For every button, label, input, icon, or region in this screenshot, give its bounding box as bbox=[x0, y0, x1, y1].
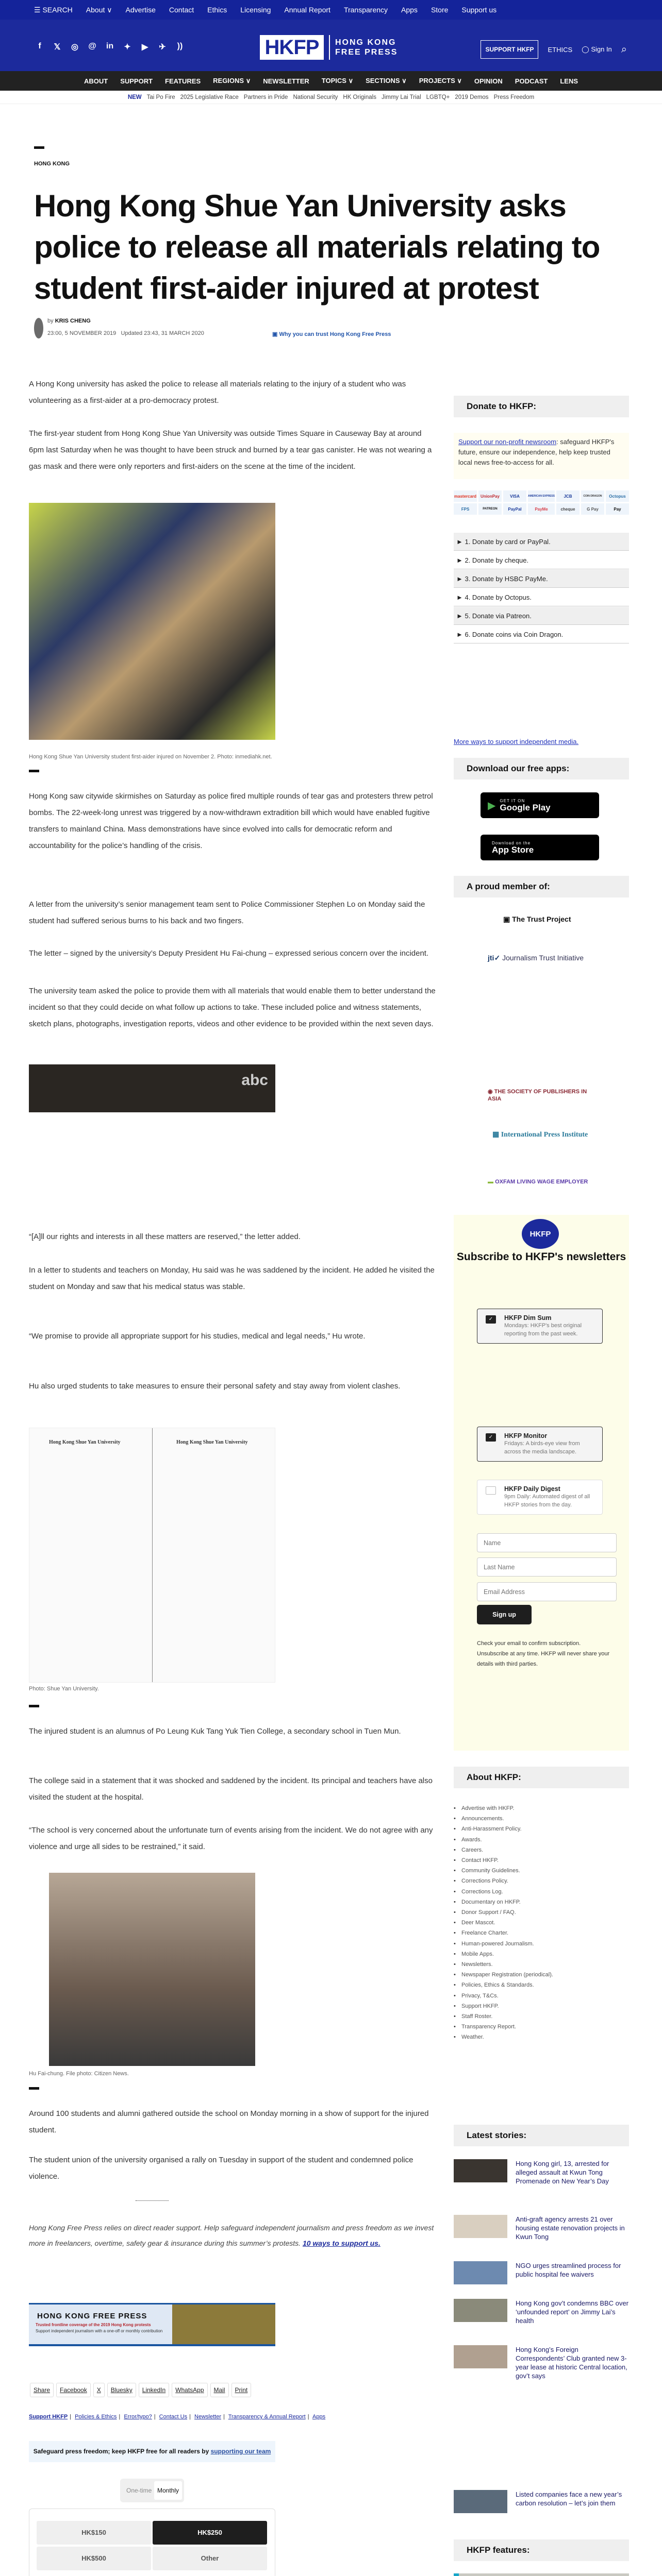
about-link[interactable]: • Corrections Log. bbox=[454, 1887, 629, 1897]
octopus-icon: Octopus bbox=[606, 490, 629, 502]
about-link[interactable]: • Freelance Charter. bbox=[454, 1928, 629, 1938]
trust-link-label: Why you can trust Hong Kong Free Press bbox=[279, 331, 391, 337]
share-button[interactable]: Share bbox=[30, 2383, 54, 2397]
article-paragraph: “[A]ll our rights and interests in all these matters are reserved,” the letter added. bbox=[29, 1232, 301, 1241]
trending-item[interactable]: Press Freedom bbox=[493, 94, 535, 100]
newsletter-option-daily-digest[interactable] bbox=[477, 1480, 603, 1515]
threads-icon[interactable]: @ bbox=[88, 42, 96, 50]
apple-pay-icon: Pay bbox=[606, 503, 629, 515]
trending-item[interactable]: Tai Po Fire bbox=[146, 94, 175, 100]
about-link[interactable]: • Support HKFP. bbox=[454, 2001, 629, 2011]
donate-option[interactable]: ► 1. Donate by card or PayPal. bbox=[454, 533, 629, 551]
banner-line-1: Trusted frontline coverage of the 2019 Hong Kong protests bbox=[36, 2323, 151, 2327]
trending-item[interactable]: 2019 Demos bbox=[455, 94, 489, 100]
banner-title: HONG KONG FREE PRESS bbox=[37, 2312, 147, 2320]
share-facebook[interactable]: Facebook bbox=[56, 2383, 91, 2397]
nav-regions[interactable]: REGIONS ∨ bbox=[213, 77, 251, 84]
footer-error-link[interactable]: Error/typo? bbox=[124, 2414, 152, 2420]
support-link[interactable]: 10 ways to support us. bbox=[302, 2239, 380, 2247]
banner-photo bbox=[172, 2304, 275, 2344]
telegram-icon[interactable]: ✈ bbox=[159, 43, 166, 52]
section-dash bbox=[29, 1705, 39, 1707]
unionpay-icon: UnionPay bbox=[478, 490, 502, 502]
story-title[interactable]: Listed companies face a new year’s carbon resolution – let’s join them bbox=[516, 2490, 622, 2507]
linkedin-icon[interactable]: in bbox=[106, 42, 114, 50]
article-category[interactable]: HONG KONG bbox=[34, 161, 70, 167]
safeguard-banner bbox=[29, 2441, 275, 2462]
nav-podcast[interactable]: PODCAST bbox=[515, 77, 548, 85]
article-title: Hong Kong Shue Yan University asks police to release all materials relating to student first-aider injured at protest bbox=[34, 189, 600, 306]
author-avatar bbox=[34, 318, 43, 338]
donate-note-text: : safeguard HKFP's future, ensure our independence, help keep trusted local news free-to-access for all. bbox=[458, 438, 615, 466]
story-title[interactable]: Hong Kong girl, 13, arrested for alleged assault at Kwun Tong Promenade on New Year’s Day bbox=[516, 2160, 609, 2185]
nav-lens[interactable]: LENS bbox=[560, 77, 578, 85]
about-link[interactable]: • Careers. bbox=[454, 1845, 629, 1855]
rss-icon[interactable]: )) bbox=[177, 42, 183, 50]
section-dash bbox=[34, 146, 44, 149]
amount-option-selected[interactable]: HK$250 bbox=[153, 2521, 267, 2545]
main-nav bbox=[0, 71, 662, 91]
nav-topics[interactable]: TOPICS ∨ bbox=[321, 77, 354, 84]
jcb-icon: JCB bbox=[556, 490, 580, 502]
story-thumbnail bbox=[454, 2345, 507, 2368]
cheque-icon: cheque bbox=[556, 503, 580, 515]
trust-link[interactable] bbox=[272, 331, 391, 337]
section-dash bbox=[29, 2087, 39, 2090]
org-label: The Trust Project bbox=[512, 915, 571, 923]
by-label: by bbox=[47, 318, 54, 324]
article-paragraph: A Hong Kong university has asked the police to release all materials relating to the injury of a student who was volunteering as a first-aider at a pro-democracy protest. bbox=[29, 380, 406, 405]
about-link[interactable]: • Mobile Apps. bbox=[454, 1949, 629, 1959]
logo-mark: HKFP bbox=[260, 35, 324, 60]
nav-features[interactable]: FEATURES bbox=[165, 77, 201, 85]
article-paragraph: The university team asked the police to provide them with all materials that would enable them to better understand the incident so that they could decide on what follow up actions to take. These included police and witness statements, sketch plans, photographs, investigation reports, videos and other evidence to be provided within the next seven days. bbox=[29, 987, 436, 1028]
newsletter-note: Check your email to confirm subscription. Unsubscribe at any time. HKFP will never share your details with third parties. bbox=[477, 1640, 610, 1667]
org-label: Journalism Trust Initiative bbox=[502, 954, 584, 962]
article-photo-hu-fai-chung bbox=[49, 1873, 255, 2066]
about-link[interactable]: • Announcements. bbox=[454, 1814, 629, 1824]
org-label: International Press Institute bbox=[501, 1131, 588, 1139]
logo-line-1: HONG KONG bbox=[335, 38, 396, 47]
search-icon[interactable]: ⌕ bbox=[621, 43, 627, 55]
article-paragraph: In a letter to students and teachers on Monday, Hu said was he was saddened by the incident. He added he visited the student on Monday and saw that his medical status was stable. bbox=[29, 1266, 435, 1291]
footer-newsletter-link[interactable]: Newsletter bbox=[194, 2414, 221, 2420]
share-linkedin[interactable]: LinkedIn bbox=[139, 2383, 169, 2397]
footer-support-link[interactable]: Support HKFP bbox=[29, 2414, 68, 2420]
org-ipi bbox=[492, 1131, 595, 1139]
toggle-monthly[interactable]: Monthly bbox=[154, 2481, 182, 2500]
topbar-contact[interactable]: Contact bbox=[169, 6, 194, 14]
about-link[interactable]: • Transparency Report. bbox=[454, 2022, 629, 2032]
article-paragraph: The student union of the university organised a rally on Tuesday in support of the student and condemned police violence. bbox=[29, 2156, 413, 2181]
about-link[interactable]: • Staff Roster. bbox=[454, 2011, 629, 2022]
footer-contact-link[interactable]: Contact Us bbox=[159, 2414, 188, 2420]
section-dash bbox=[29, 770, 39, 772]
newsletter-name: HKFP Dim Sum bbox=[504, 1314, 552, 1321]
latest-heading: Latest stories: bbox=[454, 2125, 629, 2146]
coin-dragon-icon: COIN DRAGON bbox=[581, 490, 604, 502]
apps-heading: Download our free apps: bbox=[454, 758, 629, 779]
video-embed[interactable] bbox=[29, 1064, 275, 1112]
social-links bbox=[34, 42, 186, 52]
checkbox-checked[interactable]: ✓ bbox=[486, 1315, 496, 1324]
newsletter-title: Subscribe to HKFP's newsletters bbox=[456, 1251, 626, 1263]
toggle-one-time[interactable]: One-time bbox=[126, 2487, 152, 2494]
story-thumbnail bbox=[454, 2159, 507, 2182]
safeguard-link[interactable]: supporting our team bbox=[210, 2448, 271, 2455]
org-jti bbox=[488, 954, 601, 961]
trending-item[interactable]: LGBTQ+ bbox=[426, 94, 450, 100]
banner-line-2: Support independent journalism with a one-off or monthly contribution bbox=[36, 2329, 163, 2333]
amount-option[interactable]: HK$500 bbox=[37, 2547, 151, 2570]
letter-header-right: Hong Kong Shue Yan University bbox=[176, 1439, 248, 1445]
nav-sections[interactable]: SECTIONS ∨ bbox=[366, 77, 407, 84]
support-banner[interactable] bbox=[29, 2303, 275, 2346]
support-hkfp-button[interactable]: SUPPORT HKFP bbox=[481, 40, 538, 59]
safeguard-text: Safeguard press freedom; keep HKFP free for all readers by bbox=[33, 2448, 209, 2455]
topbar-store[interactable]: Store bbox=[431, 6, 449, 14]
amount-option[interactable]: HK$150 bbox=[37, 2521, 151, 2545]
story-thumbnail bbox=[454, 2215, 507, 2238]
byline-meta bbox=[47, 318, 204, 336]
photo-caption: Photo: Shue Yan University. bbox=[29, 1686, 99, 1692]
share-x[interactable]: X bbox=[93, 2383, 105, 2397]
org-label: THE SOCIETY OF PUBLISHERS IN ASIA bbox=[488, 1089, 587, 1102]
instagram-icon[interactable]: ◎ bbox=[71, 43, 78, 52]
about-link[interactable]: • Human-powered Journalism. bbox=[454, 1939, 629, 1949]
byline bbox=[34, 318, 204, 338]
org-trust-project bbox=[503, 916, 586, 923]
ipi-icon: ▦ bbox=[492, 1131, 501, 1139]
trending-new-label: NEW bbox=[127, 94, 142, 100]
article-paragraph: A letter from the university’s senior management team sent to Police Commissioner Stephen Lo on Monday said the student had suffered serious burns to his back and two fingers. bbox=[29, 900, 425, 925]
story-title[interactable]: NGO urges streamlined process for public hospital fee waivers bbox=[516, 2262, 621, 2278]
article-footer-links: Support HKFP | Policies & Ethics | Error/typo? | Contact Us | Newsletter | Transparency & Annual Report | Apps bbox=[29, 2414, 326, 2420]
article-paragraph: Around 100 students and alumni gathered outside the school on Monday morning in a show of support for the injured student. bbox=[29, 2109, 429, 2134]
org-label: OXFAM LIVING WAGE EMPLOYER bbox=[495, 1179, 588, 1185]
sopa-seal-icon: ◉ bbox=[488, 1089, 494, 1095]
amex-icon: AMERICAN EXPRESS bbox=[528, 490, 555, 502]
about-link[interactable]: • Privacy, T&Cs. bbox=[454, 1991, 629, 2001]
org-oxfam bbox=[488, 1178, 601, 1185]
donate-option[interactable]: ► 6. Donate coins via Coin Dragon. bbox=[454, 625, 629, 643]
trending-item[interactable]: Jimmy Lai Trial bbox=[381, 94, 421, 100]
article-paragraph: Hu also urged students to take measures to ensure their personal safety and stay away from violent clashes. bbox=[29, 1382, 401, 1391]
ethics-link[interactable]: ETHICS bbox=[548, 45, 573, 54]
sign-in-label: Sign In bbox=[591, 45, 612, 53]
about-link[interactable]: • Corrections Policy. bbox=[454, 1876, 629, 1886]
amount-option-other[interactable]: Other bbox=[153, 2547, 267, 2570]
nav-projects[interactable]: PROJECTS ∨ bbox=[419, 77, 462, 84]
topbar-licensing[interactable]: Licensing bbox=[240, 6, 271, 14]
photo-caption: Hong Kong Shue Yan University student first-aider injured on November 2. Photo: inmediahk.net. bbox=[29, 754, 272, 760]
article-paragraph: The letter – signed by the university’s Deputy President Hu Fai-chung – expressed serious concern over the incident. bbox=[29, 949, 429, 958]
user-icon: ◯ bbox=[582, 45, 591, 53]
about-link[interactable]: • Advertise with HKFP. bbox=[454, 1803, 629, 1814]
app-store-line-1: Download on the bbox=[492, 840, 531, 845]
donate-support-link[interactable]: Support our non-profit newsroom bbox=[458, 438, 557, 446]
app-store-badge[interactable] bbox=[481, 835, 599, 860]
footer-transparency-link[interactable]: Transparency & Annual Report bbox=[228, 2414, 306, 2420]
letter-divider bbox=[152, 1428, 153, 1682]
donate-option[interactable]: ► 3. Donate by HSBC PayMe. bbox=[454, 570, 629, 588]
article-paragraph: The college said in a statement that it was shocked and saddened by the incident. Its principal and teachers have also visited the student at the hospital. bbox=[29, 1776, 433, 1802]
publish-date: 23:00, 5 NOVEMBER 2019 bbox=[47, 330, 117, 336]
about-link[interactable]: • Awards. bbox=[454, 1835, 629, 1845]
donate-note bbox=[454, 433, 629, 479]
topbar-apps[interactable]: Apps bbox=[401, 6, 418, 14]
topbar-about[interactable]: About ∨ bbox=[86, 5, 112, 14]
topbar-ethics[interactable]: Ethics bbox=[207, 6, 227, 14]
member-heading: A proud member of: bbox=[454, 876, 629, 897]
share-whatsapp[interactable]: WhatsApp bbox=[172, 2383, 207, 2397]
nav-about[interactable]: ABOUT bbox=[84, 77, 108, 85]
newsletter-name: HKFP Daily Digest bbox=[504, 1485, 560, 1493]
article-paragraph: The first-year student from Hong Kong Shue Yan University was outside Times Square in Causeway Bay at around 6pm last Saturday when he was thought to have been struck and burned by a tear gas canister. He was not wearing a gas mask and there were only reporters and first-aiders on the scene at the time of the incident. bbox=[29, 429, 432, 471]
google-play-badge[interactable] bbox=[481, 792, 599, 818]
nav-support[interactable]: SUPPORT bbox=[120, 77, 153, 85]
share-mail[interactable]: Mail bbox=[210, 2383, 229, 2397]
support-message bbox=[29, 2220, 436, 2251]
newsletter-name: HKFP Monitor bbox=[504, 1432, 548, 1439]
author-name[interactable]: KRIS CHENG bbox=[55, 318, 91, 324]
updated-date: Updated 23:43, 31 MARCH 2020 bbox=[121, 330, 204, 336]
donate-option[interactable]: ► 2. Donate by cheque. bbox=[454, 551, 629, 569]
about-link[interactable]: • Documentary on HKFP. bbox=[454, 1897, 629, 1907]
logo-text bbox=[335, 38, 398, 57]
nav-newsletter[interactable]: NEWSLETTER bbox=[263, 77, 309, 85]
donate-heading: Donate to HKFP: bbox=[454, 396, 629, 417]
donation-frequency-toggle bbox=[120, 2479, 184, 2502]
letter-image bbox=[29, 1428, 275, 1683]
trending-item[interactable]: National Security bbox=[293, 94, 338, 100]
footer-policies-link[interactable]: Policies & Ethics bbox=[75, 2414, 117, 2420]
about-link[interactable]: • Anti-Harassment Policy. bbox=[454, 1824, 629, 1834]
sign-up-button[interactable]: Sign up bbox=[477, 1605, 532, 1624]
newsletter-option-dim-sum[interactable] bbox=[477, 1309, 603, 1344]
topbar-annual-report[interactable]: Annual Report bbox=[284, 6, 330, 14]
article-paragraph: “The school is very concerned about the unfortunate turn of events arising from the incident. We do not agree with any violence and urge all sides to be restrained,” it said. bbox=[29, 1826, 433, 1851]
site-header bbox=[0, 20, 662, 71]
search-menu-button[interactable]: ☰ SEARCH bbox=[34, 5, 73, 14]
more-ways-link[interactable]: More ways to support independent media. bbox=[454, 738, 579, 745]
support-text: Hong Kong Free Press relies on direct reader support. Help safeguard independent journalism and press freedom as we invest more in freelancers, overtime, safety gear & insurance during this summer’s protests. bbox=[29, 2224, 434, 2247]
trust-project-icon: ▣ bbox=[272, 331, 279, 337]
about-link[interactable]: • Policies, Ethics & Standards. bbox=[454, 1980, 629, 1990]
google-pay-icon: G Pay bbox=[581, 503, 604, 515]
jti-icon: jti✓ bbox=[488, 954, 503, 962]
story-thumbnail bbox=[454, 2299, 507, 2322]
newsletter-desc: Fridays: A birds-eye view from across the media landscape. bbox=[504, 1440, 580, 1455]
about-link[interactable]: • Newsletters. bbox=[454, 1959, 629, 1970]
email-input[interactable] bbox=[477, 1582, 617, 1601]
google-play-line-2: Google Play bbox=[500, 802, 551, 812]
patreon-icon: PATREON bbox=[478, 503, 502, 515]
about-link[interactable]: • Contact HKFP. bbox=[454, 1855, 629, 1866]
about-link[interactable]: • Newspaper Registration (periodical). bbox=[454, 1970, 629, 1980]
story-title[interactable]: Anti-graft agency arrests 21 over housing estate renovation projects in Kwun Tong bbox=[516, 2215, 625, 2241]
trending-bar bbox=[0, 91, 662, 104]
header-actions bbox=[481, 40, 627, 59]
newsletter-logo: HKFP bbox=[522, 1219, 559, 1249]
youtube-icon[interactable]: ▶ bbox=[141, 43, 148, 52]
share-print[interactable]: Print bbox=[231, 2383, 252, 2397]
trust-project-icon: ▣ bbox=[503, 915, 512, 923]
article-paragraph: “We promise to provide all appropriate support for his studies, medical and legal needs,” Hu wrote. bbox=[29, 1332, 366, 1341]
logo-divider bbox=[329, 35, 330, 60]
about-link[interactable]: • Community Guidelines. bbox=[454, 1866, 629, 1876]
about-link[interactable]: • Deer Mascot. bbox=[454, 1918, 629, 1928]
about-link[interactable]: • Donor Support / FAQ. bbox=[454, 1907, 629, 1918]
top-utility-bar bbox=[0, 0, 662, 20]
about-link[interactable]: • Weather. bbox=[454, 2032, 629, 2042]
site-logo[interactable] bbox=[260, 35, 398, 60]
first-name-input[interactable] bbox=[477, 1533, 617, 1552]
article-paragraph: Hong Kong saw citywide skirmishes on Saturday as police fired multiple rounds of tear gas and protesters threw petrol bombs. The 22-week-long unrest was triggered by a now-withdrawn extradition bill which would have enabled fugitive transfers to mainland China. Mass demonstrations have since evolved into calls for democratic reform and accountability for the police’s handling of the crisis. bbox=[29, 792, 433, 850]
story-thumbnail bbox=[454, 2261, 507, 2284]
last-name-input[interactable] bbox=[477, 1557, 617, 1577]
trending-item[interactable]: Partners in Pride bbox=[243, 94, 288, 100]
oxfam-living-wage-icon: ▬ bbox=[488, 1179, 495, 1185]
facebook-icon[interactable]: f bbox=[38, 42, 41, 50]
bluesky-icon[interactable]: ✦ bbox=[124, 43, 131, 52]
footer-apps-link[interactable]: Apps bbox=[312, 2414, 326, 2420]
fps-icon: FPS bbox=[454, 503, 477, 515]
newsletter-option-monitor[interactable] bbox=[477, 1427, 603, 1462]
visa-icon: VISA bbox=[503, 490, 526, 502]
article-paragraph: The injured student is an alumnus of Po Leung Kuk Tang Yuk Tien College, a secondary school in Tuen Mun. bbox=[29, 1727, 401, 1736]
google-play-line-1: GET IT ON bbox=[500, 798, 525, 803]
x-icon[interactable]: 𝕏 bbox=[54, 43, 61, 52]
features-heading: HKFP features: bbox=[454, 2539, 629, 2561]
story-title[interactable]: Hong Kong gov’t condemns BBC over ‘unfounded report’ on Jimmy Lai’s health bbox=[516, 2299, 628, 2325]
newsletter-desc: 9pm Daily: Automated digest of all HKFP stories from the day. bbox=[504, 1494, 590, 1508]
paypal-icon: PayPal bbox=[503, 503, 526, 515]
app-store-line-2: App Store bbox=[492, 844, 534, 855]
donate-option[interactable]: ► 4. Donate by Octopus. bbox=[454, 588, 629, 606]
nav-opinion[interactable]: OPINION bbox=[474, 77, 503, 85]
share-buttons bbox=[30, 2383, 251, 2397]
org-sopa bbox=[488, 1088, 601, 1103]
google-play-icon: ▶ bbox=[488, 800, 496, 811]
content-separator bbox=[136, 2200, 169, 2201]
newsletter-desc: Mondays: HKFP's best original reporting from the past week. bbox=[504, 1323, 582, 1337]
share-bluesky[interactable]: Bluesky bbox=[107, 2383, 136, 2397]
about-heading: About HKFP: bbox=[454, 1767, 629, 1788]
sidebar-payment-grid bbox=[454, 490, 629, 515]
story-thumbnail bbox=[454, 2490, 507, 2513]
video-logo: abc bbox=[241, 1072, 268, 1089]
article-photo-first-aider bbox=[29, 503, 275, 740]
feature-image[interactable] bbox=[454, 2573, 629, 2576]
mastercard-icon: mastercard bbox=[454, 490, 477, 502]
logo-line-2: FREE PRESS bbox=[335, 48, 398, 57]
topbar-advertise[interactable]: Advertise bbox=[125, 6, 156, 14]
donate-option[interactable]: ► 5. Donate via Patreon. bbox=[454, 607, 629, 625]
checkbox-checked[interactable]: ✓ bbox=[486, 1433, 496, 1442]
about-links bbox=[454, 1803, 629, 2043]
topbar-transparency[interactable]: Transparency bbox=[343, 6, 388, 14]
checkbox-unchecked[interactable] bbox=[486, 1486, 496, 1495]
photo-caption: Hu Fai-chung. File photo: Citizen News. bbox=[29, 2071, 129, 2077]
trending-item[interactable]: 2025 Legislative Race bbox=[180, 94, 239, 100]
topbar-support-us[interactable]: Support us bbox=[461, 6, 497, 14]
letter-header-left: Hong Kong Shue Yan University bbox=[49, 1439, 121, 1445]
trending-item[interactable]: HK Originals bbox=[343, 94, 376, 100]
story-title[interactable]: Hong Kong’s Foreign Correspondents’ Club granted new 3-year lease at historic Central location, gov’t says bbox=[516, 2346, 627, 2380]
payme-icon: PayMe bbox=[528, 503, 555, 515]
sign-in-link[interactable] bbox=[582, 45, 612, 54]
